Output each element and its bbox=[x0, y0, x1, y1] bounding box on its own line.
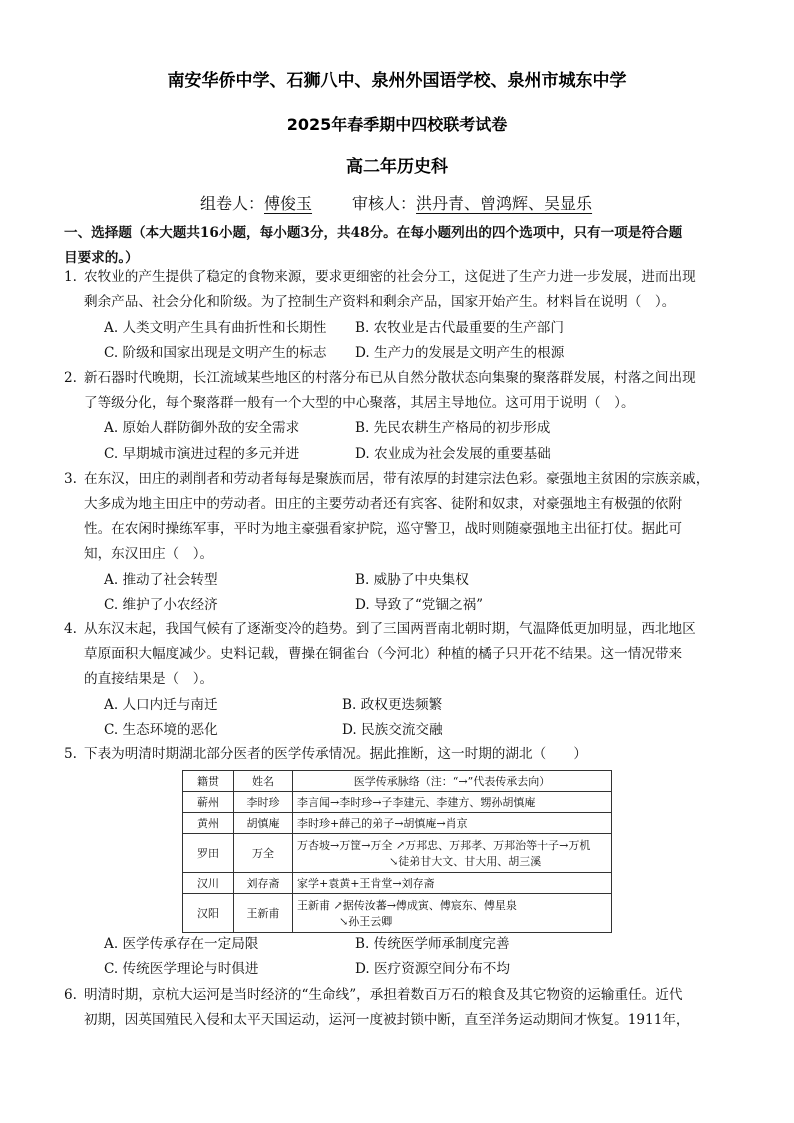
question-text: 剩余产品、社会分化和阶级。为了控制生产资料和剩余产品，国家开始产生。材料旨在说明（ ）。 bbox=[84, 294, 676, 310]
option-a[interactable]: A. 医学传承存在一定局限 bbox=[104, 936, 259, 952]
cell-name: 万全 bbox=[234, 834, 293, 873]
question-text: 初期，因英国殖民入侵和太平天国运动，运河一度被封锁中断，直至洋务运动期间才恢复。1911年， bbox=[84, 1012, 690, 1028]
question-text: 下表为明清时期湖北部分医者的医学传承情况。据此推断，这一时期的湖北（ ） bbox=[84, 746, 587, 762]
question-text: 大多成为地主田庄中的劳动者。田庄的主要劳动者还有宾客、徒附和奴隶，对豪强地主有极强的依附 bbox=[84, 496, 683, 512]
subject-title: 高二年历史科 bbox=[346, 157, 448, 177]
question-text: 知，东汉田庄（ ）。 bbox=[84, 546, 214, 562]
table-row bbox=[183, 873, 612, 894]
cell-lineage bbox=[293, 894, 612, 933]
reviewer-names: 洪丹青、曾鸿辉、吴显乐 bbox=[416, 194, 593, 213]
question-number: 2. bbox=[64, 370, 77, 386]
option-d[interactable]: D. 生产力的发展是文明产生的根源 bbox=[355, 345, 565, 361]
column-header: 姓名 bbox=[234, 771, 293, 792]
table-header-row bbox=[183, 771, 612, 792]
question-number: 1. bbox=[64, 269, 77, 285]
question-number: 5. bbox=[64, 746, 77, 762]
section-title-line2: 目要求的。） bbox=[64, 250, 139, 266]
option-b[interactable]: B. 传统医学师承制度完善 bbox=[355, 936, 510, 952]
option-c[interactable]: C. 阶级和国家出现是文明产生的标志 bbox=[104, 345, 327, 361]
cell-lineage: 家学+袁黄+王肯堂→刘存斋 bbox=[293, 873, 612, 894]
option-b[interactable]: B. 先民农耕生产格局的初步形成 bbox=[355, 420, 551, 436]
question-text: 从东汉末起，我国气候有了逐渐变冷的趋势。到了三国两晋南北朝时期，气温降低更加明显，西北地区 bbox=[84, 621, 696, 637]
cell-place: 汉川 bbox=[183, 873, 234, 894]
question-1 bbox=[64, 265, 724, 315]
cell-name: 胡慎庵 bbox=[234, 813, 293, 834]
question-5 bbox=[64, 742, 724, 767]
question-number: 3. bbox=[64, 471, 77, 487]
question-number: 4. bbox=[64, 621, 77, 637]
cell-place: 罗田 bbox=[183, 834, 234, 873]
lineage-line: 王新甫 ↗据传汝蕃→傅成寅、傅宸东、傅星泉 bbox=[297, 899, 517, 912]
question-number: 6. bbox=[64, 987, 77, 1003]
question-text: 在东汉，田庄的剥削者和劳动者每每是聚族而居，带有浓厚的封建宗法色彩。豪强地主贫困的宗族亲戚， bbox=[84, 471, 710, 487]
lineage-line: 万杏坡→万筐→万全 ↗万邦忠、万邦孝、万邦治等十子→万机 bbox=[297, 839, 591, 852]
question-text: 明清时期，京杭大运河是当时经济的“生命线”，承担着数百万石的粮食及其它物资的运输重任。近代 bbox=[84, 987, 683, 1003]
option-d[interactable]: D. 医疗资源空间分布不均 bbox=[355, 961, 510, 977]
cell-name: 李时珍 bbox=[234, 792, 293, 813]
question-6 bbox=[64, 983, 724, 1033]
question-text: 新石器时代晚期，长江流域某些地区的村落分布已从自然分散状态向集聚的聚落群发展，村落之间出现 bbox=[84, 370, 696, 386]
lineage-line: ↘徒弟甘大文、甘大用、胡三溪 bbox=[389, 855, 542, 868]
option-b[interactable]: B. 政权更迭频繁 bbox=[342, 697, 443, 713]
option-b[interactable]: B. 农牧业是古代最重要的生产部门 bbox=[355, 320, 564, 336]
table-row bbox=[183, 813, 612, 834]
composer-name: 傅俊玉 bbox=[264, 194, 313, 213]
option-d[interactable]: D. 导致了“党锢之祸” bbox=[355, 597, 484, 613]
option-c[interactable]: C. 早期城市演进过程的多元并进 bbox=[104, 446, 300, 462]
option-b[interactable]: B. 威胁了中央集权 bbox=[355, 572, 469, 588]
table-row bbox=[183, 894, 612, 933]
schools-title: 南安华侨中学、石狮八中、泉州外国语学校、泉州市城东中学 bbox=[167, 71, 627, 91]
cell-place: 汉阳 bbox=[183, 894, 234, 933]
cell-place: 黄州 bbox=[183, 813, 234, 834]
option-a[interactable]: A. 原始人群防御外敌的安全需求 bbox=[104, 420, 300, 436]
question-4 bbox=[64, 617, 724, 692]
option-c[interactable]: C. 生态环境的恶化 bbox=[104, 722, 218, 738]
reviewer-label: 审核人： bbox=[352, 194, 417, 213]
option-d[interactable]: D. 民族交流交融 bbox=[342, 722, 443, 738]
section-instructions bbox=[64, 221, 720, 271]
option-a[interactable]: A. 人口内迁与南迁 bbox=[104, 697, 218, 713]
cell-lineage bbox=[293, 834, 612, 873]
authors-line bbox=[200, 191, 592, 214]
question-text: 的直接结果是（ ）。 bbox=[84, 671, 214, 687]
cell-name: 刘存斋 bbox=[234, 873, 293, 894]
cell-lineage: 李言闻→李时珍→子李建元、李建方、甥孙胡慎庵 bbox=[293, 792, 612, 813]
question-3 bbox=[64, 467, 724, 567]
cell-lineage: 李时珍+薛己的弟子→胡慎庵→肖京 bbox=[293, 813, 612, 834]
medical-lineage-table bbox=[182, 770, 612, 933]
column-header: 籍贯 bbox=[183, 771, 234, 792]
option-a[interactable]: A. 推动了社会转型 bbox=[104, 572, 218, 588]
option-c[interactable]: C. 维护了小农经济 bbox=[104, 597, 218, 613]
question-text: 农牧业的产生提供了稳定的食物来源，要求更细密的社会分工，这促进了生产力进一步发展，进而出现 bbox=[84, 269, 696, 285]
section-title-line1: 一、选择题（本大题共16小题，每小题3分，共48分。在每小题列出的四个选项中，只有一项是符合题 bbox=[64, 225, 683, 241]
option-c[interactable]: C. 传统医学理论与时俱进 bbox=[104, 961, 259, 977]
option-d[interactable]: D. 农业成为社会发展的重要基础 bbox=[355, 446, 551, 462]
cell-name: 王新甫 bbox=[234, 894, 293, 933]
column-header: 医学传承脉络（注：“→”代表传承去向） bbox=[293, 771, 612, 792]
question-text: 了等级分化，每个聚落群一般有一个大型的中心聚落，其居主导地位。这可用于说明（ ）。 bbox=[84, 395, 635, 411]
lineage-line: ↘孙王云卿 bbox=[339, 915, 393, 928]
cell-place: 蕲州 bbox=[183, 792, 234, 813]
table-row bbox=[183, 834, 612, 873]
table-row bbox=[183, 792, 612, 813]
exam-title: 2025年春季期中四校联考试卷 bbox=[286, 115, 508, 134]
question-text: 性。在农闲时操练军事，平时为地主豪强看家护院，巡守警卫，战时则随豪强地主出征打仗。据此可 bbox=[84, 521, 683, 537]
option-a[interactable]: A. 人类文明产生具有曲折性和长期性 bbox=[104, 320, 327, 336]
composer-label: 组卷人： bbox=[200, 194, 265, 213]
question-2 bbox=[64, 366, 724, 416]
question-text: 草原面积大幅度减少。史料记载，曹操在铜雀台（今河北）种植的橘子只开花不结果。这一情况带来 bbox=[84, 646, 683, 662]
